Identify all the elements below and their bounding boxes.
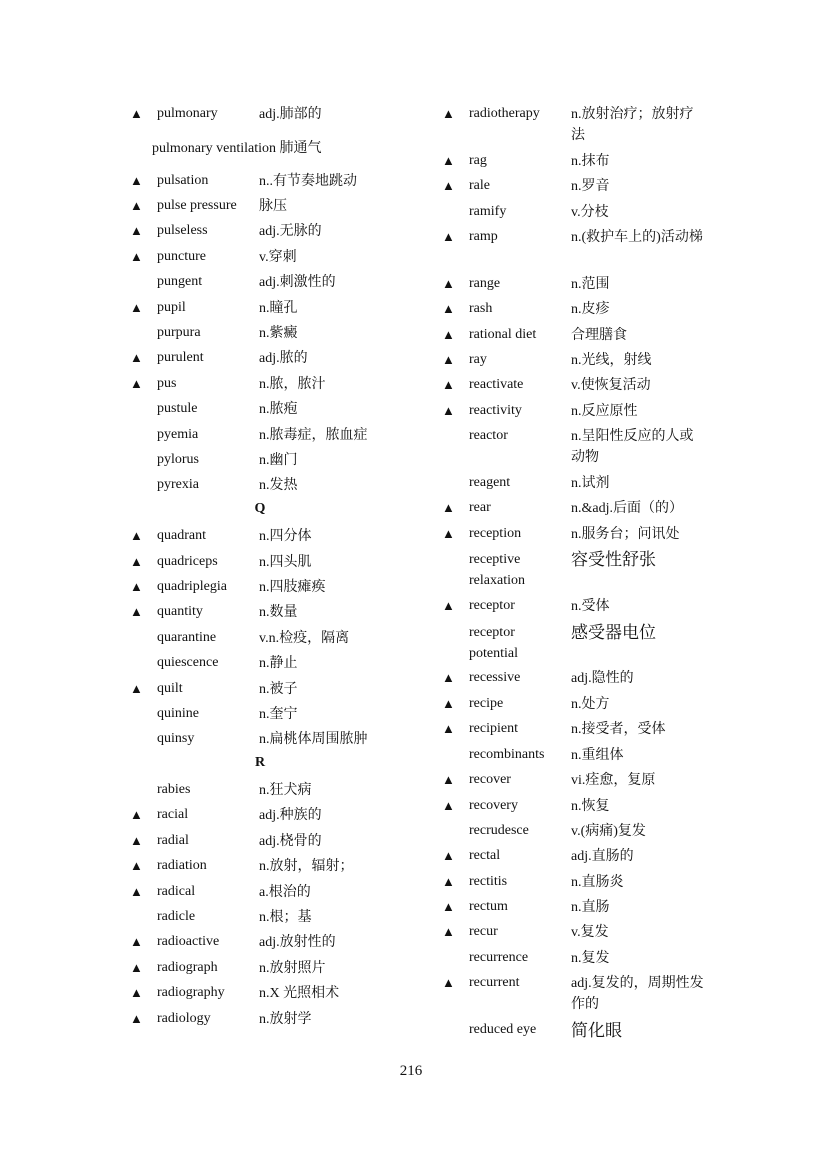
entry-term: recipient bbox=[469, 721, 518, 736]
entry-definition: n.数量 bbox=[259, 605, 298, 620]
entry-term: recipe bbox=[469, 696, 504, 711]
entry-term: pulsation bbox=[157, 173, 209, 188]
entry-definition: n.放射治疗；放射疗法 bbox=[571, 107, 694, 143]
entry-definition: adj.刺激性的 bbox=[259, 275, 336, 290]
entry-term: radical bbox=[157, 884, 196, 899]
entry-term: ramify bbox=[469, 204, 507, 219]
entry-definition: n.奎宁 bbox=[259, 707, 298, 722]
entry-term: rectal bbox=[469, 848, 501, 863]
entry-term: quarantine bbox=[157, 630, 217, 645]
entry-definition: n.直肠 bbox=[571, 900, 610, 915]
triangle-marker-icon: ▲ bbox=[442, 874, 455, 889]
page-number: 216 bbox=[399, 1063, 423, 1079]
entry-definition: n.扁桃体周围脓肿 bbox=[259, 732, 368, 747]
entry-definition: adj.肺部的 bbox=[259, 107, 322, 122]
entry-definition: n..有节奏地跳动 bbox=[259, 174, 357, 189]
entry-definition: n.复发 bbox=[571, 951, 610, 966]
entry-term: quiescence bbox=[157, 655, 219, 670]
entry-definition: n.放射照片 bbox=[259, 961, 326, 976]
entry-definition: adj.隐性的 bbox=[571, 671, 634, 686]
section-letter: Q bbox=[254, 501, 266, 516]
entry-definition: 容受性舒张 bbox=[571, 550, 656, 569]
entry-definition: n.根；基 bbox=[259, 910, 312, 925]
entry-definition: n.幽门 bbox=[259, 453, 298, 468]
entry-definition: n.直肠炎 bbox=[571, 875, 624, 890]
entry-definition: vi.痊愈，复原 bbox=[571, 773, 656, 788]
triangle-marker-icon: ▲ bbox=[442, 352, 455, 367]
entry-term: radial bbox=[157, 833, 189, 848]
entry-term: radioactive bbox=[157, 934, 220, 949]
entry-definition: n.X 光照相术 bbox=[259, 986, 340, 1001]
triangle-marker-icon: ▲ bbox=[442, 403, 455, 418]
section-letter: R bbox=[254, 755, 266, 770]
triangle-marker-icon: ▲ bbox=[442, 924, 455, 939]
entry-term: recover bbox=[469, 772, 511, 787]
entry-definition: n.静止 bbox=[259, 656, 298, 671]
triangle-marker-icon: ▲ bbox=[442, 798, 455, 813]
triangle-marker-icon: ▲ bbox=[130, 807, 143, 822]
entry-definition: v.分枝 bbox=[571, 205, 609, 220]
entry-term: quinine bbox=[157, 706, 199, 721]
entry-definition: v.(病痛)复发 bbox=[571, 824, 646, 839]
entry-definition: n.光线，射线 bbox=[571, 353, 652, 368]
entry-definition: n.放射学 bbox=[259, 1012, 312, 1027]
entry-term: radiotherapy bbox=[469, 106, 540, 121]
entry-definition: n.接受者，受体 bbox=[571, 722, 666, 737]
triangle-marker-icon: ▲ bbox=[442, 327, 455, 342]
triangle-marker-icon: ▲ bbox=[442, 975, 455, 990]
triangle-marker-icon: ▲ bbox=[130, 579, 143, 594]
triangle-marker-icon: ▲ bbox=[130, 681, 143, 696]
entry-term: pulmonary bbox=[157, 106, 218, 121]
triangle-marker-icon: ▲ bbox=[442, 696, 455, 711]
entry-definition: v.复发 bbox=[571, 925, 609, 940]
triangle-marker-icon: ▲ bbox=[130, 884, 143, 899]
entry-definition: n.脓毒症，脓血症 bbox=[259, 428, 368, 443]
entry-definition: adj.脓的 bbox=[259, 351, 308, 366]
entry-term: racial bbox=[157, 807, 189, 822]
entry-term: quilt bbox=[157, 681, 183, 696]
entry-term: quadriplegia bbox=[157, 579, 227, 594]
entry-term: radicle bbox=[157, 909, 196, 924]
entry-term: rectum bbox=[469, 899, 508, 914]
entry-term: recurrence bbox=[469, 950, 529, 965]
entry-term: recovery bbox=[469, 798, 518, 813]
entry-term: quadriceps bbox=[157, 554, 218, 569]
entry-term: rash bbox=[469, 301, 493, 316]
triangle-marker-icon: ▲ bbox=[442, 598, 455, 613]
triangle-marker-icon: ▲ bbox=[442, 526, 455, 541]
entry-term: rational diet bbox=[469, 327, 537, 342]
entry-definition: adj.复发的，周期性发作的 bbox=[571, 976, 704, 1012]
entry-term: radiograph bbox=[157, 960, 218, 975]
triangle-marker-icon: ▲ bbox=[130, 376, 143, 391]
entry-term: recurrent bbox=[469, 975, 520, 990]
entry-definition: n.呈阳性反应的人或动物 bbox=[571, 429, 694, 465]
entry-term: range bbox=[469, 276, 501, 291]
entry-term: pylorus bbox=[157, 452, 199, 467]
triangle-marker-icon: ▲ bbox=[130, 985, 143, 1000]
entry-term: rale bbox=[469, 178, 490, 193]
entry-term: recombinants bbox=[469, 747, 545, 762]
entry-term: receptive relaxation bbox=[469, 552, 525, 588]
triangle-marker-icon: ▲ bbox=[130, 350, 143, 365]
entry-definition: n.处方 bbox=[571, 697, 610, 712]
entry-definition: n.瞳孔 bbox=[259, 301, 298, 316]
entry-definition: adj.放射性的 bbox=[259, 935, 336, 950]
entry-term: purulent bbox=[157, 350, 204, 365]
entry-term: rabies bbox=[157, 782, 191, 797]
entry-definition: n.&adj.后面（的） bbox=[571, 501, 683, 516]
entry-term: pus bbox=[157, 376, 177, 391]
triangle-marker-icon: ▲ bbox=[442, 500, 455, 515]
entry-term: reagent bbox=[469, 475, 511, 490]
entry-definition: n.四分体 bbox=[259, 529, 312, 544]
entry-term: pulseless bbox=[157, 223, 208, 238]
entry-term: receptor bbox=[469, 598, 515, 613]
entry-term: puncture bbox=[157, 249, 206, 264]
triangle-marker-icon: ▲ bbox=[130, 249, 143, 264]
entry-definition: v.穿刺 bbox=[259, 250, 297, 265]
entry-term: rear bbox=[469, 500, 491, 515]
entry-term: reception bbox=[469, 526, 522, 541]
entry-term: reactivity bbox=[469, 403, 522, 418]
triangle-marker-icon: ▲ bbox=[442, 276, 455, 291]
entry-definition: n.四肢瘫痪 bbox=[259, 580, 326, 595]
triangle-marker-icon: ▲ bbox=[442, 153, 455, 168]
entry-definition: n.试剂 bbox=[571, 476, 610, 491]
entry-definition: v.使恢复活动 bbox=[571, 378, 651, 393]
triangle-marker-icon: ▲ bbox=[442, 721, 455, 736]
triangle-marker-icon: ▲ bbox=[442, 848, 455, 863]
entry-definition: n.受体 bbox=[571, 599, 610, 614]
entry-definition: n.抹布 bbox=[571, 154, 610, 169]
triangle-marker-icon: ▲ bbox=[442, 772, 455, 787]
entry-definition: n.重组体 bbox=[571, 748, 624, 763]
entry-definition: n.发热 bbox=[259, 478, 298, 493]
triangle-marker-icon: ▲ bbox=[442, 899, 455, 914]
entry-definition: n.狂犬病 bbox=[259, 783, 312, 798]
entry-term: ray bbox=[469, 352, 487, 367]
entry-term: radiography bbox=[157, 985, 225, 1000]
entry-term: pungent bbox=[157, 274, 203, 289]
triangle-marker-icon: ▲ bbox=[442, 377, 455, 392]
triangle-marker-icon: ▲ bbox=[130, 198, 143, 213]
entry-definition: 合理膳食 bbox=[571, 328, 627, 343]
triangle-marker-icon: ▲ bbox=[130, 858, 143, 873]
entry-definition: n.放射，辐射； bbox=[259, 859, 354, 874]
triangle-marker-icon: ▲ bbox=[442, 670, 455, 685]
entry-definition: 感受器电位 bbox=[571, 623, 656, 642]
triangle-marker-icon: ▲ bbox=[442, 178, 455, 193]
triangle-marker-icon: ▲ bbox=[130, 173, 143, 188]
entry-definition: adj.无脉的 bbox=[259, 224, 322, 239]
entry-term: pustule bbox=[157, 401, 198, 416]
entry-term: pyemia bbox=[157, 427, 199, 442]
triangle-marker-icon: ▲ bbox=[442, 106, 455, 121]
entry-definition: n.范围 bbox=[571, 277, 610, 292]
triangle-marker-icon: ▲ bbox=[130, 1011, 143, 1026]
entry-term: recrudesce bbox=[469, 823, 529, 838]
entry-term: radiology bbox=[157, 1011, 211, 1026]
entry-definition: n.恢复 bbox=[571, 799, 610, 814]
entry-definition: n.脓，脓汁 bbox=[259, 377, 326, 392]
triangle-marker-icon: ▲ bbox=[130, 300, 143, 315]
entry-definition: a.根治的 bbox=[259, 885, 311, 900]
triangle-marker-icon: ▲ bbox=[442, 229, 455, 244]
entry-definition: n.服务台；问讯处 bbox=[571, 527, 680, 542]
entry-definition: adj.直肠的 bbox=[571, 849, 634, 864]
triangle-marker-icon: ▲ bbox=[130, 960, 143, 975]
entry-term: recessive bbox=[469, 670, 521, 685]
triangle-marker-icon: ▲ bbox=[130, 528, 143, 543]
entry-definition: 脉压 bbox=[259, 199, 287, 214]
triangle-marker-icon: ▲ bbox=[130, 223, 143, 238]
entry-phrase: pulmonary ventilation 肺通气 bbox=[152, 141, 322, 156]
entry-term: rag bbox=[469, 153, 487, 168]
entry-term: pyrexia bbox=[157, 477, 199, 492]
entry-definition: n.皮疹 bbox=[571, 302, 610, 317]
entry-term: pulse pressure bbox=[157, 198, 237, 213]
entry-term: reduced eye bbox=[469, 1022, 537, 1037]
entry-definition: adj.桡骨的 bbox=[259, 834, 322, 849]
entry-definition: n.(救护车上的)活动梯 bbox=[571, 230, 703, 245]
triangle-marker-icon: ▲ bbox=[130, 604, 143, 619]
entry-definition: 简化眼 bbox=[571, 1021, 622, 1040]
entry-definition: n.被子 bbox=[259, 682, 298, 697]
entry-term: pupil bbox=[157, 300, 186, 315]
entry-definition: n.紫癜 bbox=[259, 326, 298, 341]
entry-definition: n.反应原性 bbox=[571, 404, 638, 419]
entry-term: rectitis bbox=[469, 874, 508, 889]
entry-definition: v.n.检疫，隔离 bbox=[259, 631, 350, 646]
triangle-marker-icon: ▲ bbox=[442, 301, 455, 316]
entry-term: reactor bbox=[469, 428, 508, 443]
entry-definition: n.脓疱 bbox=[259, 402, 298, 417]
entry-definition: n.罗音 bbox=[571, 179, 610, 194]
triangle-marker-icon: ▲ bbox=[130, 554, 143, 569]
entry-definition: adj.种族的 bbox=[259, 808, 322, 823]
entry-term: purpura bbox=[157, 325, 201, 340]
triangle-marker-icon: ▲ bbox=[130, 833, 143, 848]
entry-definition: n.四头肌 bbox=[259, 555, 312, 570]
entry-term: quinsy bbox=[157, 731, 195, 746]
entry-term: quadrant bbox=[157, 528, 206, 543]
triangle-marker-icon: ▲ bbox=[130, 106, 143, 121]
entry-term: ramp bbox=[469, 229, 498, 244]
entry-term: radiation bbox=[157, 858, 207, 873]
triangle-marker-icon: ▲ bbox=[130, 934, 143, 949]
entry-term: receptor potential bbox=[469, 625, 518, 661]
entry-term: reactivate bbox=[469, 377, 524, 392]
entry-term: quantity bbox=[157, 604, 203, 619]
entry-term: recur bbox=[469, 924, 498, 939]
